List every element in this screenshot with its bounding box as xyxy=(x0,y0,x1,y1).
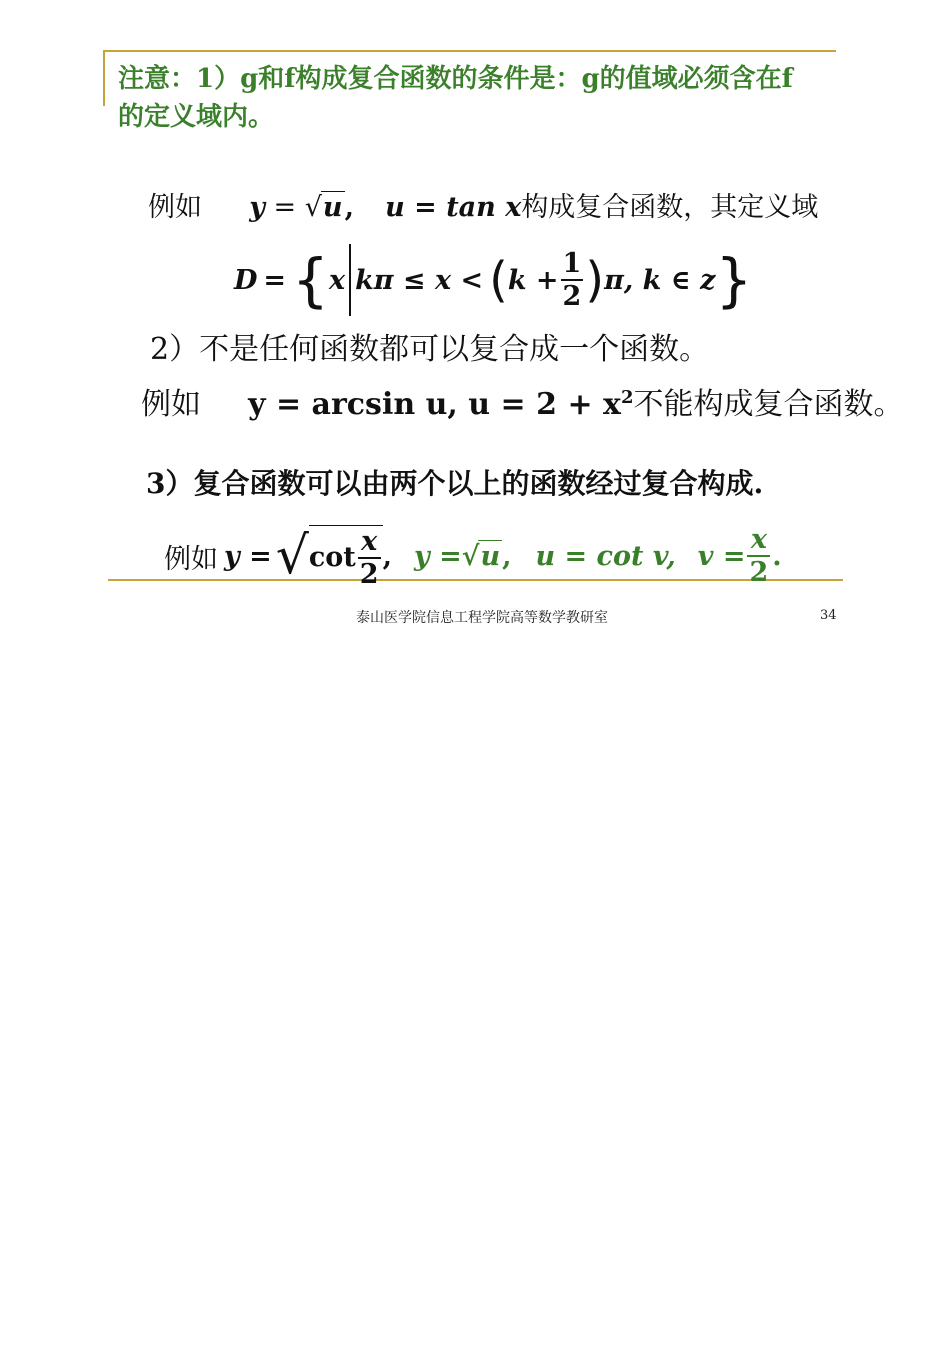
footer-institution: 泰山医学院信息工程学院高等数学教研室 xyxy=(356,610,608,626)
note-line-1: 注意：1）g和f构成复合函数的条件是：g的值域必须含在f xyxy=(118,64,793,94)
condition-lhs: kπ ≤ x < xyxy=(355,264,484,296)
sqrt-u: √u xyxy=(304,192,343,223)
item-3-text: 3）复合函数可以由两个以上的函数经过复合构成. xyxy=(146,467,764,500)
top-rule xyxy=(103,50,836,52)
domain-symbol: D xyxy=(234,264,258,296)
note-line-2: 的定义域内。 xyxy=(118,102,275,132)
example-1 xyxy=(148,188,818,228)
item-2-example-text: 不能构成复合函数。 xyxy=(633,387,904,422)
comma: , xyxy=(344,192,354,223)
item-2-example xyxy=(141,378,903,425)
item-2-text: 2）不是任何函数都可以复合成一个函数。 xyxy=(150,332,710,367)
k-plus: k + xyxy=(507,264,559,296)
equals: = xyxy=(273,192,297,223)
v-equals: v = xyxy=(697,540,746,572)
domain-equals: = xyxy=(263,264,287,296)
item-3 xyxy=(146,464,763,504)
y-equals: y = xyxy=(224,540,272,572)
set-bar xyxy=(349,244,351,316)
fraction-x-2-green: $\frac{x}{2}$ xyxy=(749,524,769,588)
sqrt-u-green: √u xyxy=(461,540,501,572)
u-equals-cot-v: u = cot v, xyxy=(535,540,676,572)
example-label: 例如 xyxy=(141,387,201,422)
example-label: 例如 xyxy=(148,192,202,223)
right-brace: } xyxy=(715,246,753,314)
sqrt-cot: √ cot $\frac{x}{2}$ xyxy=(276,525,383,588)
example-3 xyxy=(164,518,782,594)
arcsin-formula: y = arcsin u, u = 2 + x xyxy=(248,387,621,422)
example-label: 例如 xyxy=(164,543,218,575)
page-number: 34 xyxy=(820,608,837,623)
left-brace: { xyxy=(292,246,329,314)
left-rule xyxy=(103,50,105,106)
left-paren: ( xyxy=(489,252,508,308)
example-1-text: 构成复合函数，其定义域 xyxy=(521,192,819,223)
decomposition xyxy=(414,526,782,586)
y-var: y xyxy=(249,192,265,223)
period: . xyxy=(772,540,782,572)
u-definition: u = tan x xyxy=(385,192,522,223)
domain-formula xyxy=(234,240,752,320)
y-equals-green: y = xyxy=(413,540,462,572)
condition-tail: π, k ∈ z xyxy=(604,264,716,296)
right-paren: ) xyxy=(585,252,605,308)
item-2 xyxy=(150,330,709,370)
cot-function: cot xyxy=(308,542,356,573)
comma: , xyxy=(502,540,512,572)
note-block xyxy=(118,60,838,136)
fraction-x-2: $\frac{x}{2}$ xyxy=(359,525,379,590)
set-var: x xyxy=(328,264,346,296)
comma: , xyxy=(382,540,392,572)
fraction-half: $\frac{1}{2}$ xyxy=(562,248,582,312)
square-exponent: 2 xyxy=(620,387,634,408)
